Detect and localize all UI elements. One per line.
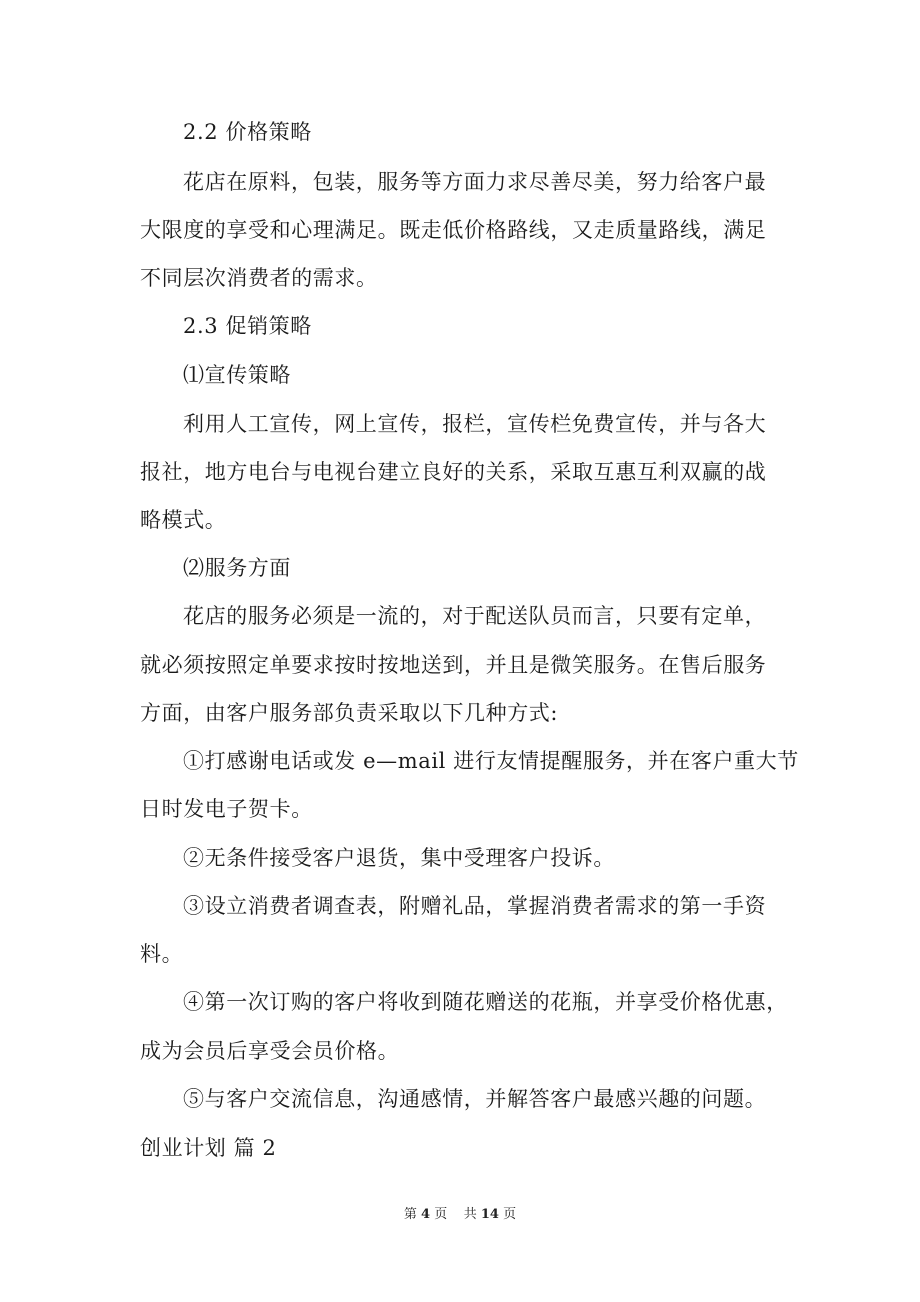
paragraph-line: 花店在原料，包装，服务等方面力求尽善尽美，努力给客户最 [183, 170, 767, 194]
paragraph-line: 利用人工宣传，网上宣传，报栏，宣传栏免费宣传，并与各大 [183, 412, 767, 436]
page-footer [0, 1206, 920, 1224]
paragraph-line: 方面，由客户服务部负责采取以下几种方式: [140, 701, 559, 725]
footer-total-suffix: 页 [503, 1207, 517, 1222]
paragraph-line: 不同层次消费者的需求。 [140, 266, 378, 290]
list-item: ②无条件接受客户退货，集中受理客户投诉。 [183, 846, 615, 870]
section-heading: 2.2 价格策略 [183, 120, 312, 144]
list-item: ④第一次订购的客户将收到随花赠送的花瓶，并享受价格优惠， [183, 990, 788, 1014]
paragraph-line: 日时发电子贺卡。 [140, 797, 313, 821]
footer-page-suffix: 页 [434, 1207, 448, 1222]
paragraph-line: 成为会员后享受会员价格。 [140, 1039, 400, 1063]
footer-page-prefix: 第 [403, 1207, 417, 1222]
subsection-heading: ⑴宣传策略 [183, 363, 291, 387]
subsection-heading: ⑵服务方面 [183, 556, 291, 580]
paragraph-line: 就必须按照定单要求按时按地送到，并且是微笑服务。在售后服务 [140, 653, 767, 677]
list-item: ③设立消费者调查表，附赠礼品，掌握消费者需求的第一手资 [183, 894, 767, 918]
footer-page-number: 4 [421, 1207, 431, 1222]
paragraph-line: 略模式。 [140, 508, 227, 532]
paragraph-line: 花店的服务必须是一流的，对于配送队员而言，只要有定单， [183, 604, 767, 628]
footer-total-prefix: 共 [463, 1207, 477, 1222]
paragraph-line: 大限度的享受和心理满足。既走低价格路线，又走质量路线，满足 [140, 218, 767, 242]
list-item: ⑤与客户交流信息，沟通感情，并解答客户最感兴趣的问题。 [183, 1087, 767, 1111]
footer-total-pages: 14 [480, 1207, 499, 1222]
section-heading: 2.3 促销策略 [183, 314, 312, 338]
paragraph-line: 报社，地方电台与电视台建立良好的关系，采取互惠互利双赢的战 [140, 460, 767, 484]
list-item: ①打感谢电话或发 e—mail 进行友情提醒服务，并在客户重大节 [183, 749, 799, 773]
paragraph-line: 料。 [140, 942, 184, 966]
section-title: 创业计划 篇 2 [140, 1136, 277, 1160]
